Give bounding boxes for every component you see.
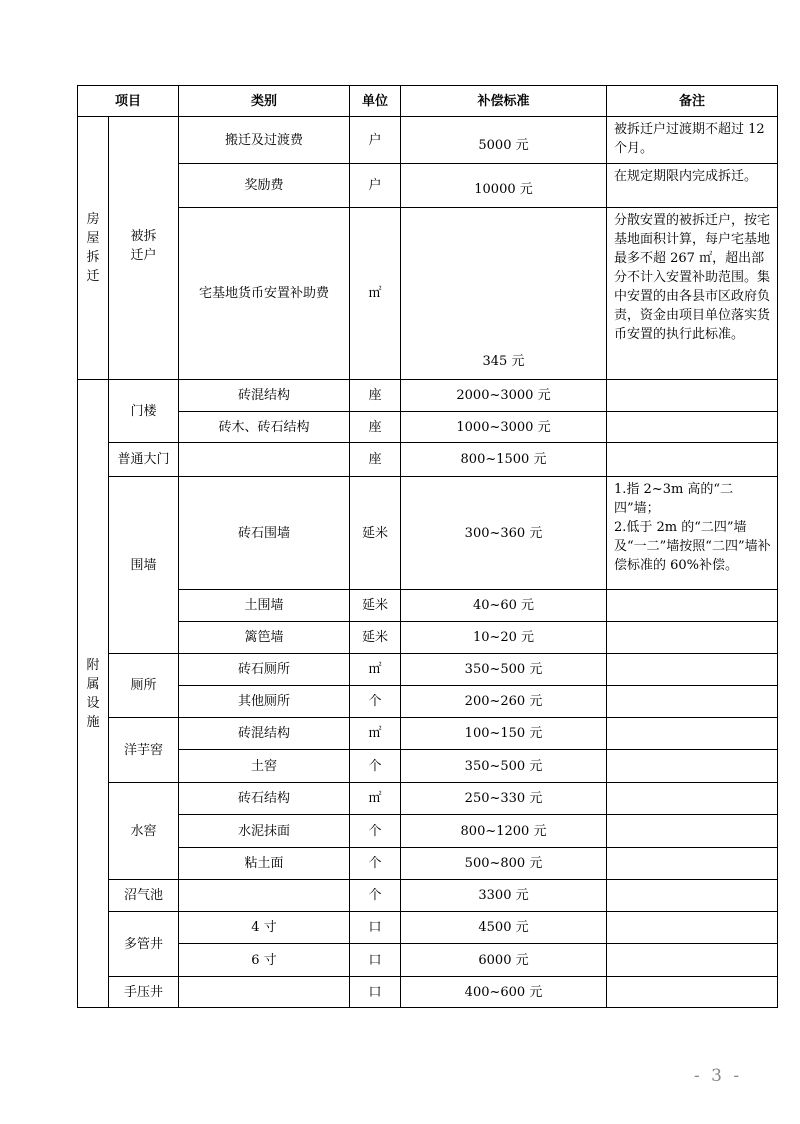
remark-cell bbox=[607, 622, 778, 654]
table-row bbox=[78, 912, 778, 944]
unit-cell: 个 bbox=[350, 686, 401, 718]
remark-cell bbox=[607, 848, 778, 880]
remark-cell bbox=[607, 783, 778, 815]
category-cell: 砖混结构 bbox=[179, 380, 350, 412]
standard-cell: 100~150 元 bbox=[401, 718, 607, 750]
table-row bbox=[78, 815, 778, 848]
header-unit: 单位 bbox=[350, 86, 401, 117]
standard-cell: 300~360 元 bbox=[401, 477, 607, 590]
standard-cell: 800~1500 元 bbox=[401, 443, 607, 477]
standard-cell: 345 元 bbox=[401, 208, 607, 380]
remark-cell bbox=[607, 718, 778, 750]
standard-cell: 500~800 元 bbox=[401, 848, 607, 880]
subgroup-relocated-household: 被拆 迁户 bbox=[109, 117, 179, 380]
standard-cell: 3300 元 bbox=[401, 880, 607, 912]
subgroup-tube-well: 多管井 bbox=[109, 912, 179, 977]
unit-cell: 座 bbox=[350, 412, 401, 443]
standard-cell: 10000 元 bbox=[401, 164, 607, 208]
unit-cell: ㎡ bbox=[350, 783, 401, 815]
group-facilities-label: 附 属 设 施 bbox=[78, 380, 109, 1008]
unit-cell: 户 bbox=[350, 117, 401, 164]
header-item: 项目 bbox=[78, 86, 179, 117]
standard-cell: 4500 元 bbox=[401, 912, 607, 944]
unit-cell: 延米 bbox=[350, 590, 401, 622]
category-cell: 粘土面 bbox=[179, 848, 350, 880]
table-row bbox=[78, 412, 778, 443]
remark-cell bbox=[607, 654, 778, 686]
category-cell bbox=[179, 880, 350, 912]
unit-cell: 户 bbox=[350, 164, 401, 208]
standard-cell: 350~500 元 bbox=[401, 750, 607, 783]
unit-cell: 个 bbox=[350, 848, 401, 880]
table-row bbox=[78, 944, 778, 977]
header-category: 类别 bbox=[179, 86, 350, 117]
category-cell: 其他厕所 bbox=[179, 686, 350, 718]
remark-cell bbox=[607, 686, 778, 718]
unit-cell: 个 bbox=[350, 750, 401, 783]
remark-cell bbox=[607, 977, 778, 1008]
unit-cell: 口 bbox=[350, 912, 401, 944]
table-row bbox=[78, 880, 778, 912]
table-header-row bbox=[78, 86, 778, 117]
table-row bbox=[78, 686, 778, 718]
remark-cell bbox=[607, 412, 778, 443]
compensation-table bbox=[77, 85, 778, 1008]
unit-cell: ㎡ bbox=[350, 208, 401, 380]
category-cell: 土围墙 bbox=[179, 590, 350, 622]
subgroup-toilet: 厕所 bbox=[109, 654, 179, 718]
subgroup-menlou: 门楼 bbox=[109, 380, 179, 443]
subgroup-gate: 普通大门 bbox=[109, 443, 179, 477]
standard-cell: 350~500 元 bbox=[401, 654, 607, 686]
standard-cell: 10~20 元 bbox=[401, 622, 607, 654]
category-cell: 土窖 bbox=[179, 750, 350, 783]
standard-cell: 40~60 元 bbox=[401, 590, 607, 622]
table-row bbox=[78, 477, 778, 590]
category-cell: 水泥抹面 bbox=[179, 815, 350, 848]
remark-cell: 1.指 2~3m 高的“二四”墙； 2.低于 2m 的“二四”墙及“一二”墙按照“二四”墙补偿标准的 60%补偿。 bbox=[607, 477, 778, 590]
category-cell: 6 寸 bbox=[179, 944, 350, 977]
standard-cell: 2000~3000 元 bbox=[401, 380, 607, 412]
remark-cell bbox=[607, 815, 778, 848]
unit-cell: 座 bbox=[350, 380, 401, 412]
unit-cell: 座 bbox=[350, 443, 401, 477]
category-cell: 4 寸 bbox=[179, 912, 350, 944]
table-row bbox=[78, 380, 778, 412]
remark-cell bbox=[607, 944, 778, 977]
remark-cell bbox=[607, 750, 778, 783]
subgroup-wall: 围墙 bbox=[109, 477, 179, 654]
table-row bbox=[78, 117, 778, 164]
unit-cell: 口 bbox=[350, 944, 401, 977]
unit-cell: 延米 bbox=[350, 622, 401, 654]
category-cell: 砖石厕所 bbox=[179, 654, 350, 686]
group-house-label: 房 屋 拆 迁 bbox=[78, 117, 109, 380]
category-cell: 宅基地货币安置补助费 bbox=[179, 208, 350, 380]
header-remark: 备注 bbox=[607, 86, 778, 117]
standard-cell: 250~330 元 bbox=[401, 783, 607, 815]
page-number: - 3 - bbox=[694, 1066, 743, 1086]
category-cell: 篱笆墙 bbox=[179, 622, 350, 654]
subgroup-water-cellar: 水窖 bbox=[109, 783, 179, 880]
standard-cell: 1000~3000 元 bbox=[401, 412, 607, 443]
category-cell: 砖石结构 bbox=[179, 783, 350, 815]
table-row bbox=[78, 208, 778, 380]
remark-cell bbox=[607, 443, 778, 477]
category-cell: 搬迁及过渡费 bbox=[179, 117, 350, 164]
remark-cell bbox=[607, 880, 778, 912]
category-cell: 砖石围墙 bbox=[179, 477, 350, 590]
standard-cell: 800~1200 元 bbox=[401, 815, 607, 848]
standard-cell: 5000 元 bbox=[401, 117, 607, 164]
table-row bbox=[78, 443, 778, 477]
unit-cell: 口 bbox=[350, 977, 401, 1008]
category-cell: 砖混结构 bbox=[179, 718, 350, 750]
subgroup-biogas: 沼气池 bbox=[109, 880, 179, 912]
table-row bbox=[78, 164, 778, 208]
remark-cell: 在规定期限内完成拆迁。 bbox=[607, 164, 778, 208]
table-row bbox=[78, 590, 778, 622]
standard-cell: 6000 元 bbox=[401, 944, 607, 977]
unit-cell: 个 bbox=[350, 880, 401, 912]
subgroup-hand-pump: 手压井 bbox=[109, 977, 179, 1008]
category-cell: 奖励费 bbox=[179, 164, 350, 208]
category-cell bbox=[179, 977, 350, 1008]
table-row bbox=[78, 848, 778, 880]
category-cell: 砖木、砖石结构 bbox=[179, 412, 350, 443]
header-standard: 补偿标准 bbox=[401, 86, 607, 117]
table-row bbox=[78, 783, 778, 815]
table-row bbox=[78, 622, 778, 654]
remark-cell bbox=[607, 590, 778, 622]
table-row bbox=[78, 654, 778, 686]
unit-cell: 延米 bbox=[350, 477, 401, 590]
standard-cell: 200~260 元 bbox=[401, 686, 607, 718]
remark-cell bbox=[607, 912, 778, 944]
category-cell bbox=[179, 443, 350, 477]
unit-cell: ㎡ bbox=[350, 654, 401, 686]
remark-cell bbox=[607, 380, 778, 412]
standard-cell: 400~600 元 bbox=[401, 977, 607, 1008]
table-row bbox=[78, 750, 778, 783]
remark-cell: 分散安置的被拆迁户，按宅基地面积计算，每户宅基地最多不超 267 ㎡，超出部分不计入安置补助范围。集中安置的由各县市区政府负责，资金由项目单位落实货币安置的执行此标准。 bbox=[607, 208, 778, 380]
remark-cell: 被拆迁户过渡期不超过 12 个月。 bbox=[607, 117, 778, 164]
unit-cell: 个 bbox=[350, 815, 401, 848]
unit-cell: ㎡ bbox=[350, 718, 401, 750]
table-row bbox=[78, 977, 778, 1008]
table-row bbox=[78, 718, 778, 750]
subgroup-potato-cellar: 洋芋窖 bbox=[109, 718, 179, 783]
